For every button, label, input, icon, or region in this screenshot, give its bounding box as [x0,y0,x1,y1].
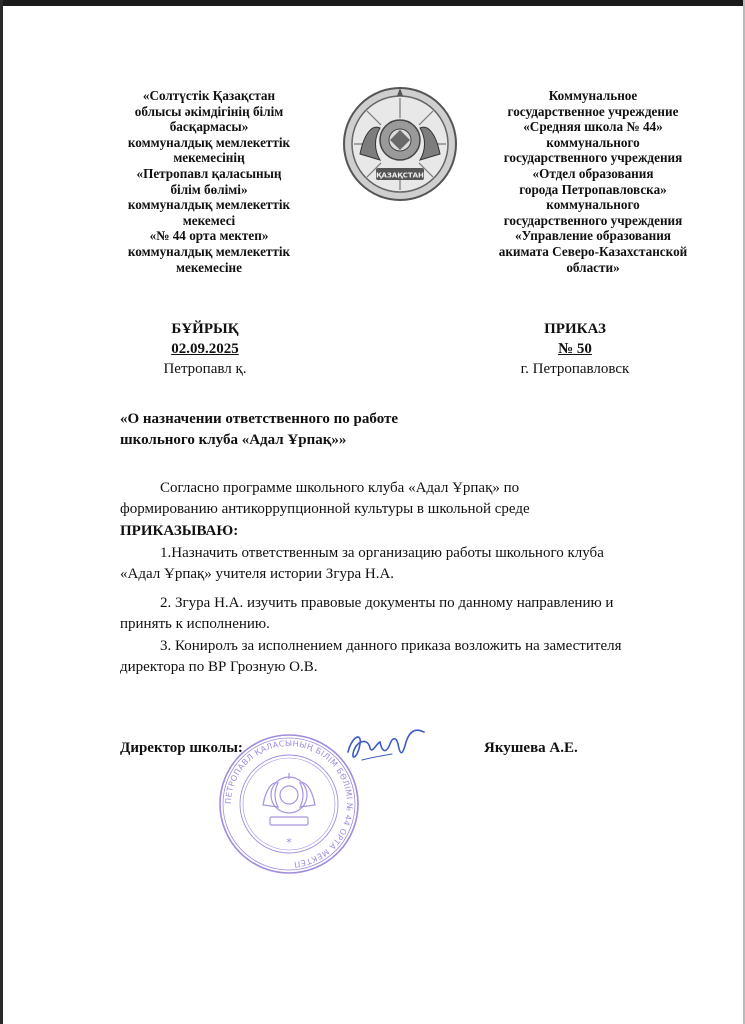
order-item-line: 2. Згура Н.А. изучить правовые документы по данному направлению и [160,595,614,611]
order-date [130,341,280,358]
header-right-russian [478,88,708,275]
subject-line: «О назначении ответственного по работе [120,411,399,427]
header-right-line: Коммунальное [548,88,638,103]
order-city-kazakh: Петропавл қ. [163,361,247,377]
header-right-line: города Петропавловска» [519,181,667,197]
kazakhstan-emblem-icon [340,84,460,204]
order-item-line: 1.Назначить ответственным за организацию работы школьного клуба [160,545,604,561]
header-left-line: «№ 44 орта мектеп» [149,228,269,244]
preamble-line: формированию антикоррупционной культуры в школьной среде [120,501,530,517]
signature-label: Директор школы: [120,740,243,756]
scan-left-border [0,0,3,1024]
order-item-line: принять к исполнению. [120,616,270,632]
order-number-value: № 50 [558,341,592,357]
header-left-line: коммуналдық мемлекеттік [127,243,291,259]
header-right-line: области» [566,259,620,275]
order-item-line: 3. Кониролъ за исполнением данного приказа возложить на заместителя [160,638,622,654]
header-right-line: государственного учреждения [503,150,683,166]
header-right-line: коммунального [546,197,640,213]
order-command: ПРИКАЗЫВАЮ: [120,523,239,539]
header-right-line: «Средняя школа № 44» [523,119,663,135]
order-subject [120,409,520,451]
header-left-line: «Петропавл қаласының [136,165,282,181]
header-right-line: государственного учреждения [503,212,683,228]
order-date-value: 02.09.2025 [171,341,239,357]
header-left-line: басқармасы» [169,119,249,135]
order-item-2 [120,593,720,635]
header-left-line: коммуналдық мемлекеттік [127,134,291,150]
header-right-line: государственное учреждение [507,103,679,119]
order-title-russian: ПРИКАЗ [544,321,606,337]
header-right-line: «Управление образования [515,228,671,244]
order-number [480,341,670,358]
order-city-russian: г. Петропавловск [520,361,630,377]
header-left-line: мекемесіне [176,259,242,275]
header-left-line: мекемесі [182,212,236,228]
header-right-line: акимата Северо-Казахстанской [498,243,688,259]
signatory-name: Якушева А.Е. [484,740,578,756]
order-item-3 [120,636,720,678]
order-item-line: «Адал Ұрпақ» учителя истории Згура Н.А. [120,566,395,582]
header-left-kazakh [104,88,314,275]
header-right-line: коммунального [546,134,640,150]
preamble-paragraph [120,478,720,520]
emblem-label: ҚАЗАҚСТАН [376,171,424,180]
handwritten-signature [340,722,430,770]
order-item-1 [120,543,720,585]
header-left-line: облысы әкімдігінің білім [134,103,284,119]
scan-top-border [0,0,745,6]
header-left-line: коммуналдық мемлекеттік [127,197,291,213]
stamp-ring-text: ПЕТРОПАВЛ ҚАЛАСЫНЫҢ БІЛІМ БӨЛІМІ № 44 ОРТА МЕКТЕП [223,738,355,869]
order-title-kazakh: БҰЙРЫҚ [171,321,239,337]
header-right-line: «Отдел образования [532,165,654,181]
header-left-line: мекемесінің [173,150,245,166]
header-left-line: «Солтүстік Қазақстан [142,88,276,103]
subject-line: школьного клуба «Адал Ұрпақ»» [120,432,347,448]
svg-text:*: * [286,836,292,849]
order-item-line: директора по ВР Грозную О.В. [120,659,318,675]
header-left-line: білім бөлімі» [170,181,248,197]
preamble-line: Согласно программе школьного клуба «Адал Ұрпақ» по [160,480,520,496]
